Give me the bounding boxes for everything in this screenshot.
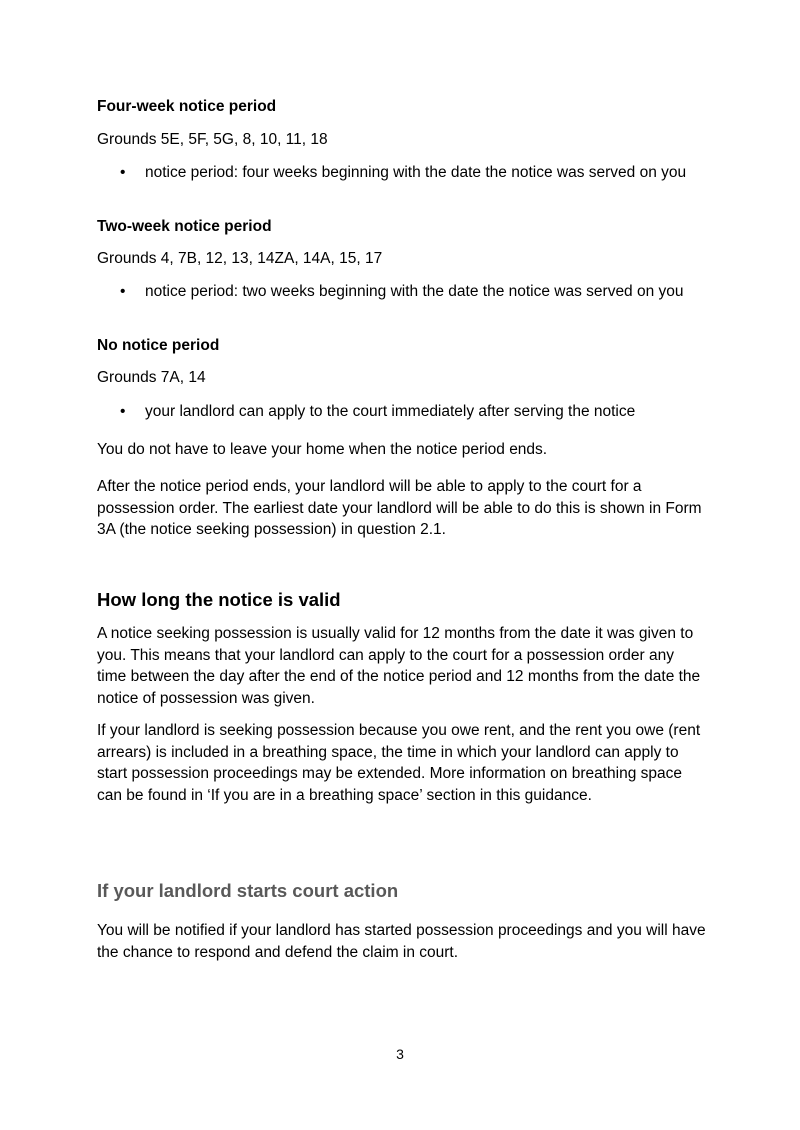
validity-heading: How long the notice is valid — [97, 589, 341, 610]
validity-paragraph-1: A notice seeking possession is usually valid for 12 months from the date it was given to you. This means that your landlord can apply to the court for a possession order any time between the day after the end of the notice period and 12 months from the date the notice of possession was given. — [97, 625, 701, 707]
four-week-grounds: Grounds 5E, 5F, 5G, 8, 10, 11, 18 — [97, 131, 328, 148]
bullet-dot: • — [120, 403, 126, 420]
two-week-heading: Two-week notice period — [97, 218, 272, 235]
page-number: 3 — [396, 1046, 404, 1062]
after-notice-paragraph: After the notice period ends, your landlord will be able to apply to the court for a possession order. The earliest date your landlord will be able to do this is shown in Form 3A (the notice seeking possession) in question 2.1. — [97, 478, 702, 538]
no-notice-heading: No notice period — [97, 337, 220, 354]
validity-paragraph-2: If your landlord is seeking possession because you owe rent, and the rent you owe (rent arrears) is included in a breathing space, the time in which your landlord can apply to start possession proceedings may be extended. More information on breathing space can be found in ‘If you are in a breathing space’ section in this guidance. — [97, 722, 701, 804]
bullet-text: notice period: four weeks beginning with the date the notice was served on you — [145, 164, 687, 181]
bullet-dot: • — [120, 164, 126, 181]
four-week-heading: Four-week notice period — [97, 98, 277, 115]
leave-home-paragraph: You do not have to leave your home when the notice period ends. — [97, 441, 548, 458]
court-action-heading: If your landlord starts court action — [97, 880, 399, 901]
court-action-paragraph: You will be notified if your landlord has started possession proceedings and you will have the chance to respond and defend the claim in court. — [97, 922, 706, 961]
bullet-dot: • — [120, 283, 126, 300]
bullet-text: notice period: two weeks beginning with the date the notice was served on you — [145, 283, 684, 300]
no-notice-grounds: Grounds 7A, 14 — [97, 369, 206, 386]
bullet-text: your landlord can apply to the court immediately after serving the notice — [145, 403, 636, 420]
two-week-grounds: Grounds 4, 7B, 12, 13, 14ZA, 14A, 15, 17 — [97, 250, 383, 267]
